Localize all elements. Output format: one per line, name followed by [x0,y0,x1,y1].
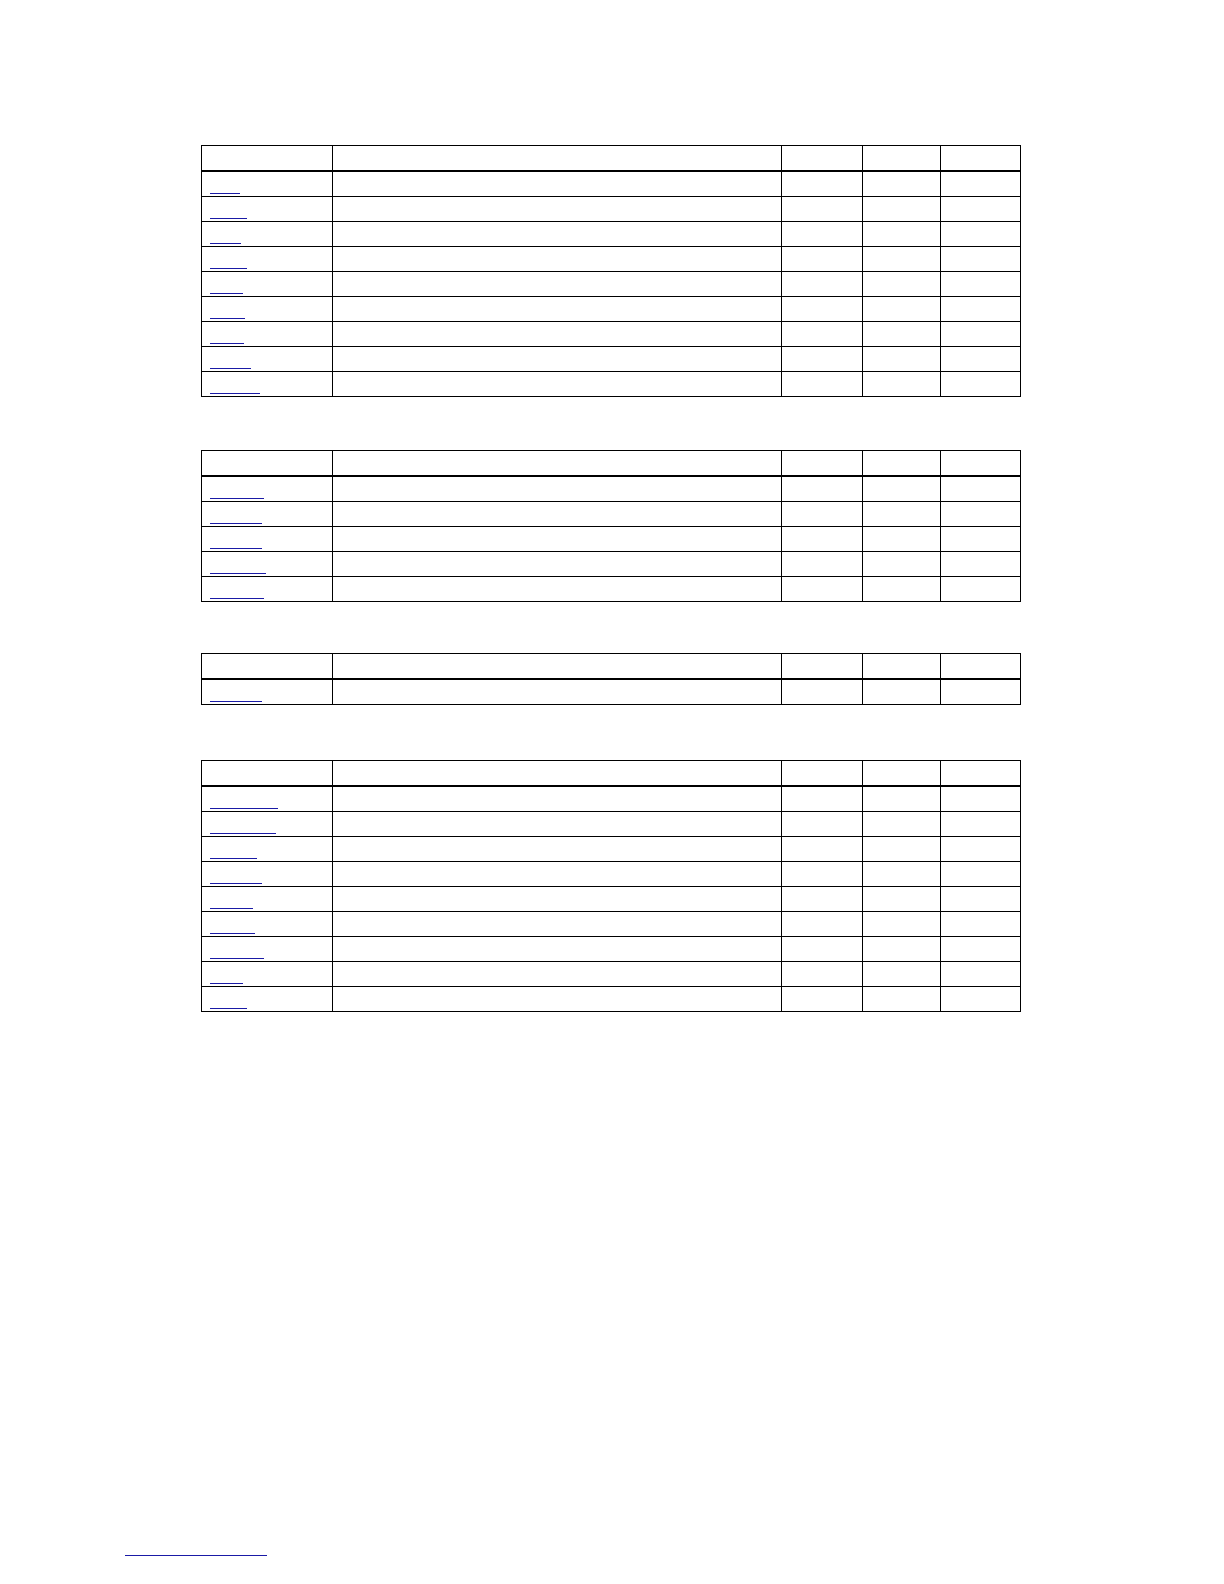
table-cell [782,937,862,962]
link-cell [202,862,333,887]
link-cell [202,347,333,372]
link-cell [202,502,333,527]
table-row [202,962,1021,987]
header-cell [862,654,940,680]
header-cell [333,451,782,477]
table-cell [862,887,940,912]
header-cell [940,761,1020,787]
table-cell [862,197,940,222]
table-1 [201,145,1021,397]
table-row [202,171,1021,197]
header-cell [862,146,940,172]
table-cell [940,987,1020,1012]
table-cell [862,372,940,397]
table-cell [333,247,782,272]
table-cell [782,862,862,887]
table-cell [782,372,862,397]
row-link[interactable] [210,193,240,194]
table-row [202,786,1021,812]
table-cell [782,502,862,527]
table-row [202,322,1021,347]
row-link[interactable] [210,218,247,219]
table-cell [782,527,862,552]
table-cell [782,347,862,372]
table-cell [940,786,1020,812]
table-cell [333,962,782,987]
table-cell [782,962,862,987]
row-link[interactable] [210,548,262,549]
table-header [202,761,1021,787]
row-link[interactable] [210,598,264,599]
table-row [202,347,1021,372]
table-cell [862,577,940,602]
table-cell [862,527,940,552]
table-cell [940,222,1020,247]
row-link[interactable] [210,858,257,859]
table-cell [782,197,862,222]
table-cell [782,987,862,1012]
link-cell [202,937,333,962]
table-body [202,786,1021,1012]
table-row [202,987,1021,1012]
table-cell [940,552,1020,577]
table-row [202,247,1021,272]
table-cell [862,786,940,812]
table-header [202,451,1021,477]
link-cell [202,171,333,197]
footnote-link[interactable] [125,1555,267,1556]
table-cell [333,222,782,247]
header-cell [202,451,333,477]
table-cell [333,887,782,912]
table-cell [782,912,862,937]
table-row [202,812,1021,837]
table-header [202,146,1021,172]
table-cell [782,247,862,272]
table-row [202,527,1021,552]
header-cell [782,146,862,172]
table-row [202,837,1021,862]
table-cell [940,297,1020,322]
table-row [202,577,1021,602]
link-cell [202,372,333,397]
link-cell [202,247,333,272]
link-cell [202,962,333,987]
link-cell [202,297,333,322]
table-4 [201,760,1021,1012]
table-cell [862,812,940,837]
table-cell [862,297,940,322]
table-cell [333,527,782,552]
table-cell [862,862,940,887]
table-cell [333,786,782,812]
table-cell [862,272,940,297]
row-link[interactable] [210,808,278,809]
table-cell [782,887,862,912]
table-3 [201,653,1021,705]
table-row [202,887,1021,912]
header-row [202,761,1021,787]
table-cell [940,937,1020,962]
header-row [202,451,1021,477]
table-cell [940,862,1020,887]
link-cell [202,912,333,937]
table-cell [940,502,1020,527]
table-cell [333,812,782,837]
link-cell [202,987,333,1012]
table-cell [862,476,940,502]
table-2 [201,450,1021,602]
table-cell [940,247,1020,272]
row-link[interactable] [210,498,264,499]
table-cell [940,679,1020,705]
table-cell [862,679,940,705]
row-link[interactable] [210,958,264,959]
table-cell [333,272,782,297]
table-cell [782,786,862,812]
table-cell [862,837,940,862]
header-cell [202,654,333,680]
table-cell [862,937,940,962]
link-cell [202,272,333,297]
row-link[interactable] [210,343,244,344]
table-row [202,476,1021,502]
table-cell [333,862,782,887]
table-cell [333,552,782,577]
table-cell [940,527,1020,552]
row-link[interactable] [210,701,262,702]
link-cell [202,476,333,502]
table-cell [782,322,862,347]
header-cell [782,654,862,680]
table-header [202,654,1021,680]
table-cell [940,322,1020,347]
row-link[interactable] [210,368,251,369]
table-cell [782,297,862,322]
link-cell [202,322,333,347]
table-row [202,222,1021,247]
table-body [202,679,1021,705]
table-cell [940,837,1020,862]
table-cell [862,171,940,197]
table-cell [862,322,940,347]
table-cell [940,171,1020,197]
link-cell [202,527,333,552]
header-cell [782,451,862,477]
table-cell [862,347,940,372]
table-cell [782,171,862,197]
table-row [202,272,1021,297]
table-cell [862,962,940,987]
table-cell [940,197,1020,222]
table-cell [862,222,940,247]
table-cell [782,552,862,577]
table-cell [782,577,862,602]
table-cell [333,937,782,962]
header-cell [202,146,333,172]
table-row [202,552,1021,577]
table-cell [333,577,782,602]
table-cell [940,812,1020,837]
table-row [202,197,1021,222]
table-cell [940,347,1020,372]
table-cell [333,322,782,347]
link-cell [202,837,333,862]
table-body [202,171,1021,397]
row-link[interactable] [210,883,262,884]
header-row [202,654,1021,680]
link-cell [202,552,333,577]
table-cell [782,272,862,297]
table-row [202,937,1021,962]
header-cell [333,761,782,787]
table-cell [862,987,940,1012]
row-link[interactable] [210,983,243,984]
table-row [202,912,1021,937]
table-cell [333,347,782,372]
link-cell [202,222,333,247]
table-row [202,679,1021,705]
row-link[interactable] [210,393,260,394]
header-cell [940,146,1020,172]
table-cell [782,222,862,247]
link-cell [202,812,333,837]
link-cell [202,679,333,705]
table-cell [940,887,1020,912]
table-cell [782,476,862,502]
link-cell [202,786,333,812]
header-row [202,146,1021,172]
row-link[interactable] [210,523,262,524]
table-cell [782,837,862,862]
table-row [202,297,1021,322]
header-cell [862,761,940,787]
table-cell [333,679,782,705]
header-cell [202,761,333,787]
link-cell [202,887,333,912]
row-link[interactable] [210,318,245,319]
table-cell [862,502,940,527]
row-link[interactable] [210,833,276,834]
table-cell [940,476,1020,502]
table-cell [333,297,782,322]
table-cell [333,372,782,397]
table-cell [333,197,782,222]
table-row [202,862,1021,887]
table-row [202,502,1021,527]
table-cell [782,679,862,705]
table-cell [940,372,1020,397]
row-link[interactable] [210,243,241,244]
table-cell [333,837,782,862]
header-cell [940,654,1020,680]
table-row [202,372,1021,397]
table-cell [782,812,862,837]
table-cell [940,912,1020,937]
table-cell [940,577,1020,602]
table-cell [333,912,782,937]
table-cell [862,912,940,937]
row-link[interactable] [210,908,253,909]
table-body [202,476,1021,602]
header-cell [862,451,940,477]
row-link[interactable] [210,293,243,294]
table-cell [862,552,940,577]
header-cell [333,146,782,172]
table-cell [862,247,940,272]
header-cell [333,654,782,680]
row-link[interactable] [210,1008,247,1009]
table-cell [333,502,782,527]
row-link[interactable] [210,573,266,574]
table-cell [333,476,782,502]
link-cell [202,577,333,602]
row-link[interactable] [210,268,247,269]
header-cell [782,761,862,787]
header-cell [940,451,1020,477]
table-cell [940,272,1020,297]
table-cell [333,987,782,1012]
row-link[interactable] [210,933,255,934]
table-cell [333,171,782,197]
link-cell [202,197,333,222]
table-cell [940,962,1020,987]
